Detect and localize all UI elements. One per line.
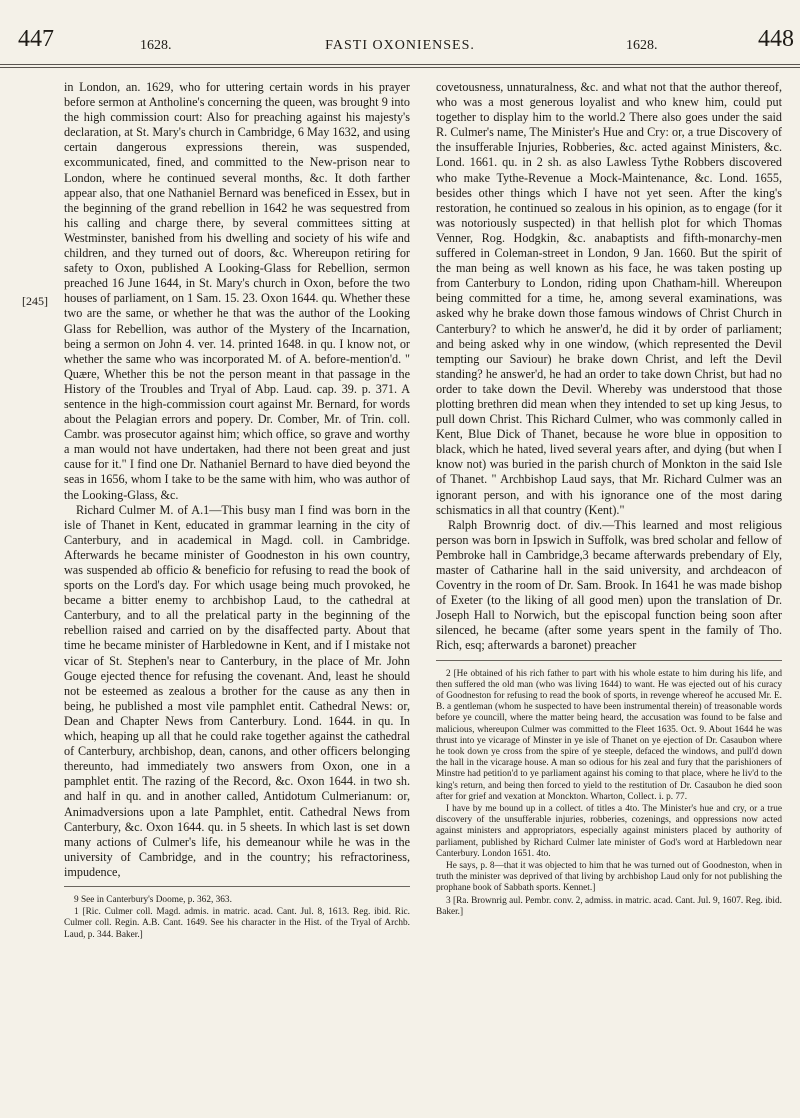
header-rule-bottom (0, 67, 800, 68)
page-number-right: 448 (758, 26, 794, 52)
footnote-rule (436, 660, 782, 661)
footnote: He says, p. 8—that it was objected to him that he was turned out of Goodneston, when in truth the minister was deprived of that living by archbishop Laud only for not publishing the prophane book of Sabbath sports. Kennet.] (436, 861, 782, 894)
paragraph: Ralph Brownrig doct. of div.—This learned and most religious person was born in Ipswich in Suffolk, was bred scholar and fellow of Pembroke hall in Cambridge,3 became afterwards prebendary of Ely, master of Catharine hall in the said university, and archdeacon of Coventry in the room of Dr. Sam. Brook. In 1641 he was made bishop of Exeter (to the liking of all good men) upon the translation of Dr. Joseph Hall to Norwich, but the episcopal function being soon after silenced, he became (after some years spent in the family of Tho. Rich, esq; afterwards a baronet) preacher (436, 517, 782, 653)
header-rule-top (0, 64, 800, 65)
left-footnotes (64, 895, 410, 941)
margin-page-number: [245] (22, 294, 48, 308)
paragraph: Richard Culmer M. of A.1—This busy man I find was born in the isle of Thanet in Kent, educated in grammar learning in the city of Canterbury, and in academical in Magd. coll. in Cambridge. Afterwards he became minister of Goodneston in his own country, was suspended ab officio & beneficio for refusing to read the book of sports on the Lord's day. For which usage being much provoked, he became a bitter enemy to archbishop Laud, to the cathedral at Canterbury, and to all the prelatical party in the beginning of the rebellion raised and carried on by the disaffected party. About that time he became minister of Harbledowne in Kent, and if I mistake not vicar of St. Stephen's near to Canterbury, in the place of Mr. John Gouge ejected thence for refusing the covenant. And, least he should not be esteemed as zealous a brother for the cause as any then in being, he published a most vile pamphlet entit. Cathedral News: or, Dean and Chapter News from Canterbury. Lond. 1644. in qu. In which, heaping up all that he could rake together against the cathedral of Canterbury, archbishop, dean, canons, and other officers belonging thereunto, had immediately two answers from Oxon, one in a pamphlet entit. The razing of the Record, &c. Oxon 1644. in two sh. and half in qu. and in another called, Antidotum Culmerianum: or, Animadversions upon a late Pamphlet, entit. Cathedral News from Canterbury, &c. Oxon 1644. qu. in 5 sheets. In which last is set down many actions of Culmer's life, his demeanour while he was in the university of Cambridge, and in the country; his refractoriness, impudence, (64, 502, 410, 879)
right-body-text (436, 80, 782, 654)
paragraph: in London, an. 1629, who for uttering certain words in his prayer before sermon at Antholine's concerning the queen, was brought 9 into the high commission court: Also for preaching against his majesty's declaration, at St. Mary's church in Cambridge, 6 May 1632, and using certain dangerous expressions therein, was suspended, excommunicated, fined, and committed to the New-prison near to London, where he continued several months, &c. It doth farther appear also, that one Nathaniel Bernard was beneficed in Essex, but in the beginning of the grand rebellion in 1642 he was sequestred from his calling and charge there, by several committees sitting at Westminster, banished from his dwelling and society of his wife and children, and they turned out of doors, &c. Whereupon retiring for safety to Oxon, published A Looking-Glass for Rebellion, sermon preached 16 June 1644, in St. Mary's church in Oxon, before the two houses of parliament, on 1 Sam. 15. 23. Oxon 1644. qu. Whether these two are the same, or whether he that was the author of the Looking Glass for Rebellion, was author of the Mystery of the Incarnation, being a sermon on John 4. ver. 14. printed 1648. in qu. I know not, or whether the same who was incorporated M. of A. before-mention'd. " Quære, Whether this be not the person meant in that passage in the History of the Troubles and Tryal of Abp. Laud. cap. 39. p. 371. A sentence in the high-commission court against Mr. Bernard, for words about the Pelagian errors and popery. Dr. Comber, Mr. of Trin. coll. Cambr. was prosecutor against him; which office, so grave and worthy a man would not have undertaken, had there not been great and just cause for it." I find one Dr. Nathaniel Bernard to have died beyond the seas in 1656, whom I take to be the same with him, who was author of the Looking-Glass, &c. (64, 80, 410, 502)
year-left: 1628. (140, 38, 172, 53)
page-number-left: 447 (18, 26, 54, 52)
paragraph: covetousness, unnaturalness, &c. and what not that the author thereof, who was a most generous loyalist and who knew him, could put together to display him to the world.2 There also goes under the said R. Culmer's name, The Minister's Hue and Cry: or, a true Discovery of the insufferable Injuries, Robberies, &c. acted against Ministers, &c. Lond. 1661. qu. in 2 sh. as also Lawless Tythe Robbers discovered who make Tythe-Revenue a Mock-Maintenance, &c. Lond. 1655, besides other things which I have not yet seen. After the king's restoration, he continued so zealous in his opinion, as to engage (for it was notoriously suspected) in that hellish plot for which Thomas Venner, Rog. Hodgkin, &c. anabaptists and fifth-monarchy-men suffered in Coleman-street in London, 9 Jan. 1660. But the spirit of the man being as well known as his face, he was taken posting up from Canterbury to London, riding upon Chatham-hill. Whereupon being committed for a time, he, among several examinations, was asked why he brake down those famous windows of Christ Church in Canterbury? to which he answer'd, he did it by order of parliament; and being asked why in one window, (which represented the Devil tempting our Saviour) he brake down Christ, and left the Devil standing? he answer'd, he had an order to take down Christ, but had no order to take down the Devil. Whereby was understood that those plotting brethren did mean when they intended to set up king Jesus, to pull down Christ. This Richard Culmer, who was commonly called in Kent, Blue Dick of Thanet, because he wore blue in opposition to black, which he hated, lived several years after, and dying (but when I know not) was buried in the parish church of Monkton in the said Isle of Thanet. " Archbishop Laud says, that Mr. Richard Culmer was an ignorant person, and with his ignorance one of the most daring schismatics in all that country (Kent)." (436, 80, 782, 517)
page-header (0, 0, 800, 70)
footnote: 9 See in Canterbury's Doome, p. 362, 363. (74, 894, 232, 905)
left-column (64, 80, 410, 1110)
footnote: 3 [Ra. Brownrig aul. Pembr. conv. 2, admiss. in matric. acad. Cant. Jul. 9, 1607. Reg. ibid. Baker.] (436, 895, 782, 917)
year-right: 1628. (626, 38, 658, 53)
footnote: 1 [Ric. Culmer coll. Magd. admis. in matric. acad. Cant. Jul. 8, 1613. Reg. ibid. Ric. Culmer coll. Regin. A.B. Cant. 1649. See his character in the Hist. of the Tryal of Archb. Laud, p. 344. Baker.] (64, 907, 410, 940)
footnote: I have by me bound up in a collect. of titles a 4to. The Minister's hue and cry, or a true discovery of the unsufferable injuries, robberies, cozenings, and oppressions now acted against ministers and appropriators, especially against ministers placed by authority of parliament, published by Richard Culmer late minister of God's word at Harbledown near Canterbury. London 1651. 4to. (436, 804, 782, 859)
right-column (436, 80, 782, 1110)
running-title: FASTI OXONIENSES. (325, 38, 475, 53)
footnote-rule (64, 886, 410, 887)
right-footnotes (436, 669, 782, 918)
left-body-text (64, 80, 410, 880)
footnote: 2 [He obtained of his rich father to part with his whole estate to him during his life, and then suffered the old man (who was living 1644) to want. He was ejected out of his curacy of Goodneston for refusing to read the book of sports, in revenge whereof he accused Mr. E. B. a gentleman (whom he suspected to have been instrumental therein) of treasonable words before ye councill, where the matter being heard, the accusation was found to be false and malicious, whereupon Culmer was committed to the Fleet 1635. Oct. 9. About 1644 he was thrust into ye vicarage of Minster in ye isle of Thanet on ye ejection of Dr. Casaubon where he took down ye cross from the spire of ye steeple, defaced the windows, and pull'd down the hall in the vicarage house. A man so odious for his zeal and fury that the parishioners of Minstre had petition'd to ye parliament against his coming to that place, where he liv'd to the king's return, and being then forced to yield to the restitution of Dr. Casaubon he died soon after for grief and vexation at Monckton. Wharton, Collect. i. p. 77. (436, 668, 782, 802)
